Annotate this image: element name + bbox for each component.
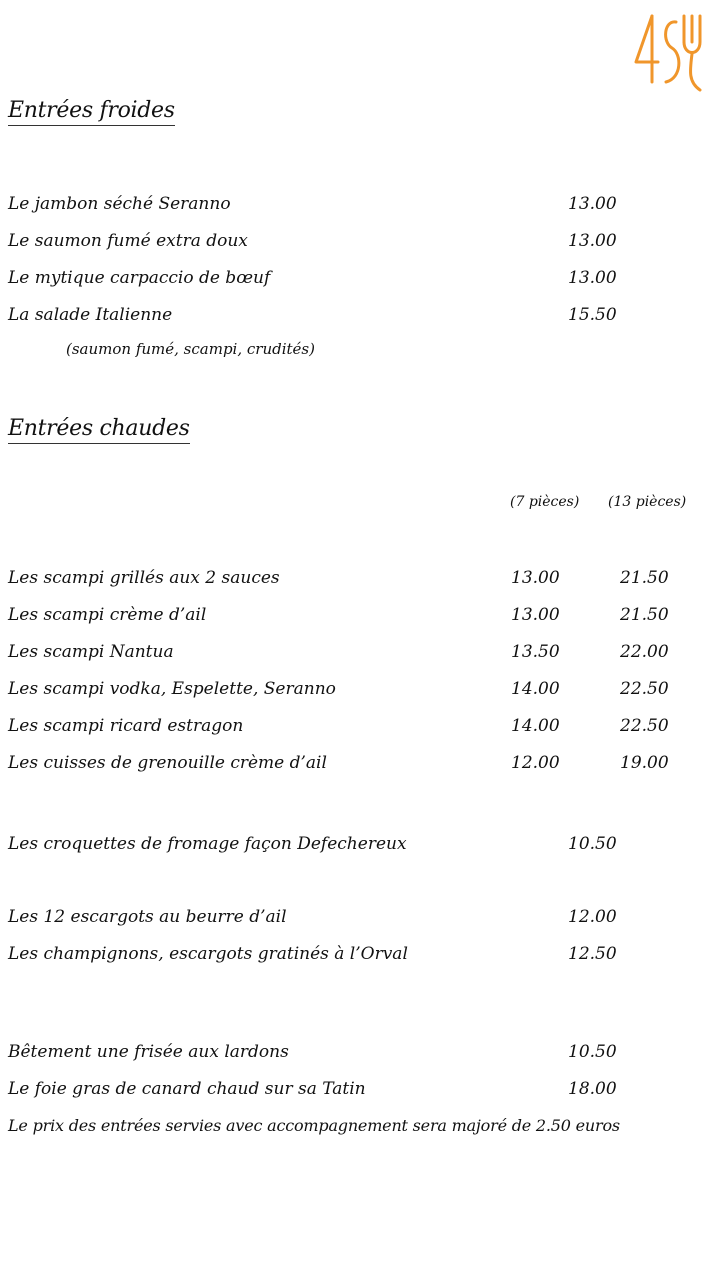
menu-item bbox=[8, 834, 718, 862]
column-header-13: (13 pièces) bbox=[608, 494, 687, 510]
menu-item bbox=[8, 716, 718, 744]
item-name: Les cuisses de grenouille crème d’ail bbox=[8, 753, 327, 773]
item-name: La salade Italienne bbox=[8, 305, 173, 325]
item-price-13: 19.00 bbox=[620, 753, 669, 773]
item-price-7: 14.00 bbox=[511, 716, 560, 736]
menu-item bbox=[8, 605, 718, 633]
item-name: Les champignons, escargots gratinés à l’Orval bbox=[8, 944, 408, 964]
item-price-7: 13.00 bbox=[511, 605, 560, 625]
item-name: Les scampi ricard estragon bbox=[8, 716, 244, 736]
item-price: 12.50 bbox=[568, 944, 617, 964]
menu-item bbox=[8, 305, 718, 333]
item-name: Le foie gras de canard chaud sur sa Tatin bbox=[8, 1079, 366, 1099]
item-name: Le saumon fumé extra doux bbox=[8, 231, 248, 251]
item-name: Les scampi crème d’ail bbox=[8, 605, 207, 625]
item-price-13: 22.50 bbox=[620, 679, 669, 699]
item-price-7: 13.00 bbox=[511, 568, 560, 588]
item-price: 13.00 bbox=[568, 268, 617, 288]
item-name: Le mytique carpaccio de bœuf bbox=[8, 268, 271, 288]
menu-item bbox=[8, 194, 718, 222]
menu-item bbox=[8, 642, 718, 670]
item-price: 15.50 bbox=[568, 305, 617, 325]
item-name: Les croquettes de fromage façon Defechereux bbox=[8, 834, 407, 854]
item-price-7: 14.00 bbox=[511, 679, 560, 699]
menu-item bbox=[8, 753, 718, 781]
item-name: Les scampi Nantua bbox=[8, 642, 174, 662]
item-price-7: 12.00 bbox=[511, 753, 560, 773]
item-price: 10.50 bbox=[568, 834, 617, 854]
menu-item bbox=[8, 568, 718, 596]
item-name: Le jambon séché Seranno bbox=[8, 194, 231, 214]
item-note: (saumon fumé, scampi, crudités) bbox=[66, 340, 315, 358]
menu-item bbox=[8, 907, 718, 935]
menu-item bbox=[8, 679, 718, 707]
item-price: 12.00 bbox=[568, 907, 617, 927]
cold-section-title: Entrées froides bbox=[8, 98, 175, 126]
item-price-13: 21.50 bbox=[620, 568, 669, 588]
menu-item bbox=[8, 944, 718, 972]
menu-item bbox=[8, 1042, 718, 1070]
fork-logo-icon bbox=[632, 12, 704, 94]
item-price-13: 22.00 bbox=[620, 642, 669, 662]
item-name: Bêtement une frisée aux lardons bbox=[8, 1042, 289, 1062]
price-footnote: Le prix des entrées servies avec accompagnement sera majoré de 2.50 euros bbox=[8, 1116, 620, 1135]
hot-section-title: Entrées chaudes bbox=[8, 416, 190, 444]
item-price-13: 21.50 bbox=[620, 605, 669, 625]
item-price-7: 13.50 bbox=[511, 642, 560, 662]
item-name: Les scampi vodka, Espelette, Seranno bbox=[8, 679, 336, 699]
menu-item bbox=[8, 231, 718, 259]
item-price: 18.00 bbox=[568, 1079, 617, 1099]
item-price: 13.00 bbox=[568, 194, 617, 214]
menu-item bbox=[8, 268, 718, 296]
item-price: 10.50 bbox=[568, 1042, 617, 1062]
item-price-13: 22.50 bbox=[620, 716, 669, 736]
menu-item bbox=[8, 1079, 718, 1107]
column-header-7: (7 pièces) bbox=[510, 494, 580, 510]
item-name: Les 12 escargots au beurre d’ail bbox=[8, 907, 287, 927]
item-name: Les scampi grillés aux 2 sauces bbox=[8, 568, 280, 588]
item-price: 13.00 bbox=[568, 231, 617, 251]
